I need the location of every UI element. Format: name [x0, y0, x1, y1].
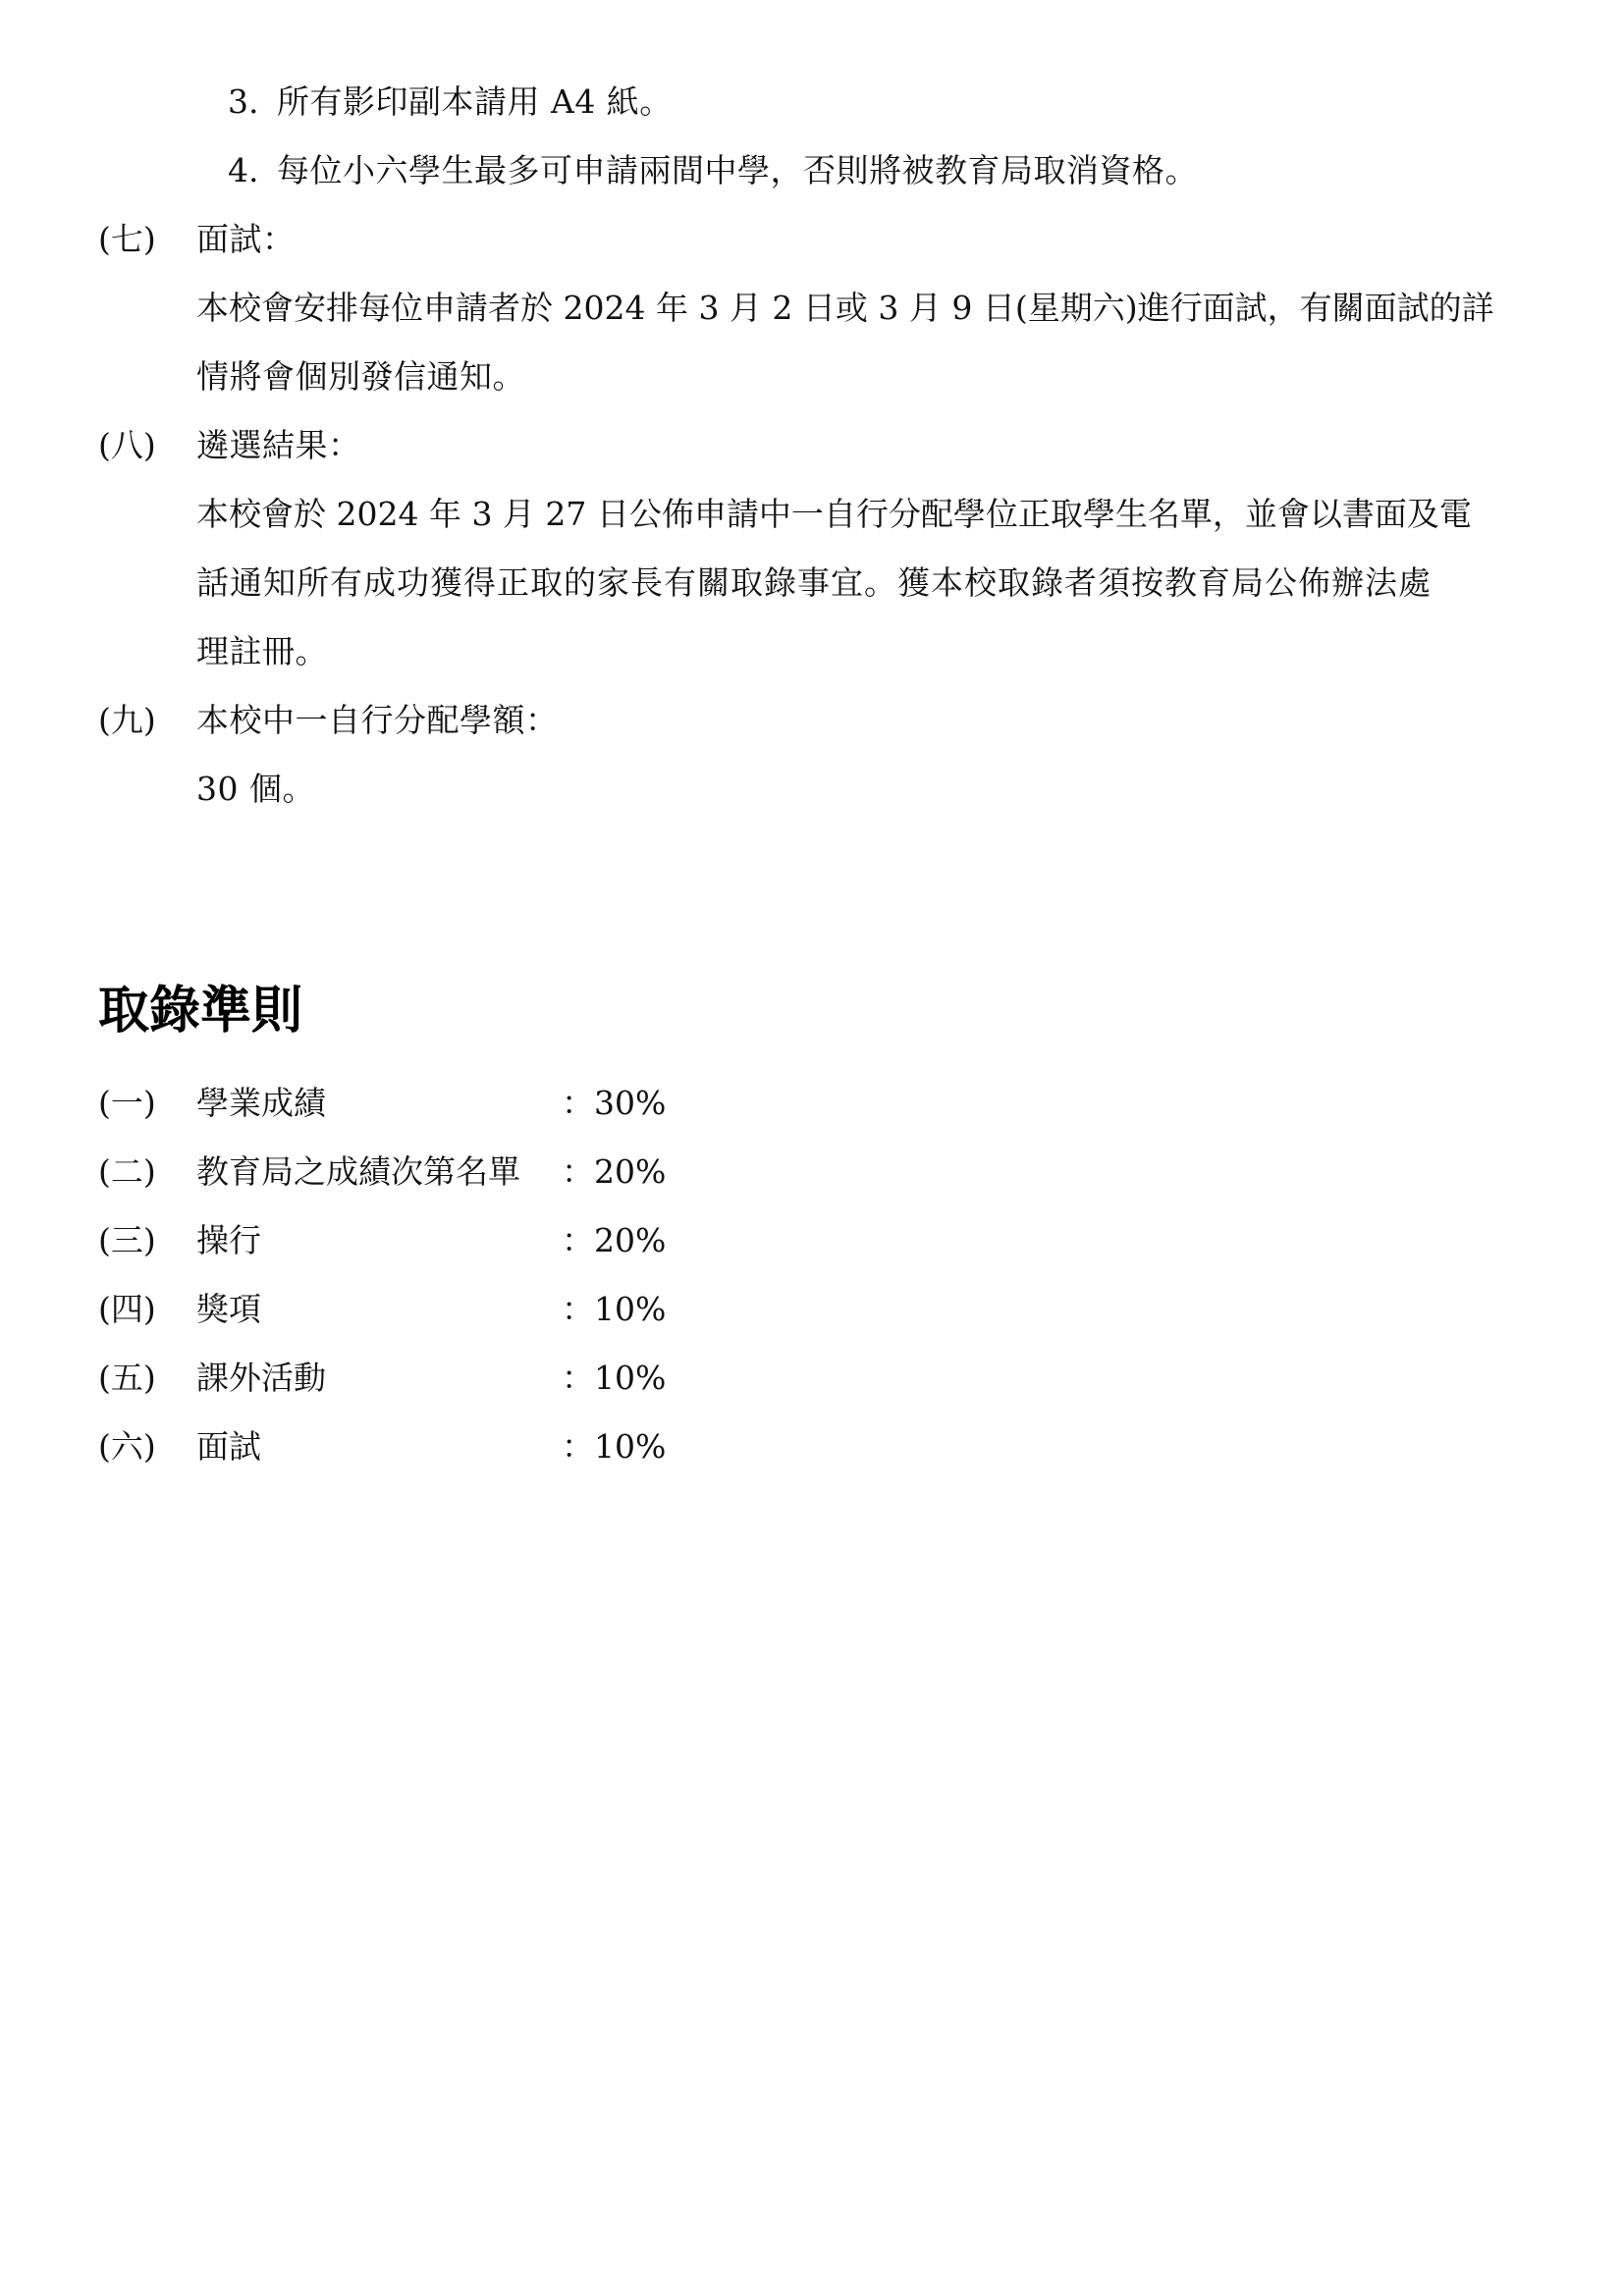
- section-8-line-2: 話通知所有成功獲得正取的家長有關取錄事宜。獲本校取錄者須按教育局公佈辦法處: [196, 563, 1432, 602]
- note-3-text: 所有影印副本請用 A4 紙。: [277, 82, 673, 121]
- criteria-label: 獎項: [196, 1290, 261, 1328]
- section-9-title: 本校中一自行分配學額：: [196, 701, 559, 739]
- note-4-text: 每位小六學生最多可申請兩間中學，否則將被教育局取消資格。: [277, 151, 1198, 189]
- criteria-label: 面試: [196, 1427, 261, 1466]
- criteria-label: 學業成績: [196, 1084, 326, 1122]
- criteria-number: (四): [98, 1290, 156, 1328]
- criteria-row: [0, 1425, 1624, 1468]
- criteria-row: [0, 1219, 1624, 1262]
- section-8-title: 遴選結果：: [196, 426, 361, 464]
- criteria-number: (五): [98, 1359, 156, 1397]
- criteria-value: ：10%: [562, 1427, 667, 1466]
- criteria-number: (三): [98, 1221, 156, 1259]
- criteria-row: [0, 1288, 1624, 1331]
- criteria-value: ：20%: [562, 1221, 667, 1259]
- criteria-number: (二): [98, 1152, 156, 1191]
- criteria-number: (六): [98, 1427, 156, 1466]
- note-3-number: 3.: [228, 82, 259, 121]
- criteria-label: 課外活動: [196, 1359, 326, 1397]
- criteria-label: 操行: [196, 1221, 261, 1259]
- section-7-title: 面試：: [196, 220, 296, 258]
- section-8-line-3: 理註冊。: [196, 632, 328, 670]
- criteria-row: [0, 1082, 1624, 1125]
- criteria-value: ：10%: [562, 1359, 667, 1397]
- criteria-number: (一): [98, 1084, 156, 1122]
- criteria-value: ：10%: [562, 1290, 667, 1328]
- section-8-line-1: 本校會於 2024 年 3 月 27 日公佈申請中一自行分配學位正取學生名單，並會以書面及電: [196, 495, 1472, 533]
- section-9-number: (九): [98, 701, 156, 739]
- section-7-line-1: 本校會安排每位申請者於 2024 年 3 月 2 日或 3 月 9 日(星期六)進行面試，有關面試的詳: [196, 289, 1494, 327]
- note-4-number: 4.: [228, 151, 259, 189]
- section-7-line-2: 情將會個別發信通知。: [196, 357, 525, 396]
- criteria-row: [0, 1150, 1624, 1194]
- criteria-value: ：20%: [562, 1152, 667, 1191]
- criteria-row: [0, 1357, 1624, 1400]
- section-8-number: (八): [98, 426, 156, 464]
- criteria-heading: 取錄準則: [98, 982, 303, 1041]
- section-9-line-1: 30 個。: [196, 770, 315, 808]
- criteria-value: ：30%: [562, 1084, 667, 1122]
- section-7-number: (七): [98, 220, 156, 258]
- criteria-label: 教育局之成績次第名單: [196, 1152, 520, 1191]
